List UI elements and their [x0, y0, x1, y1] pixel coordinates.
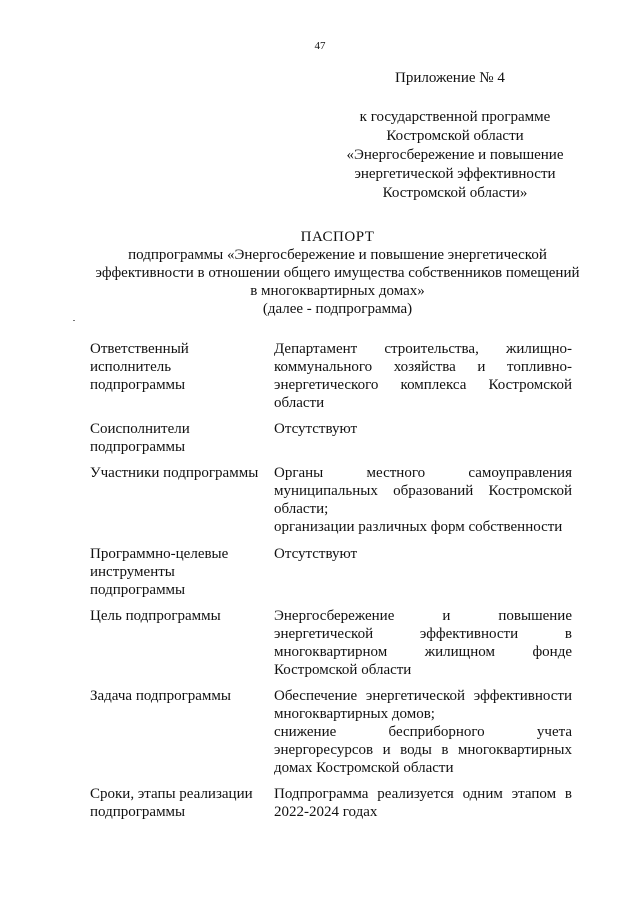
value-line: домах Костромской области [274, 760, 454, 776]
row-value [274, 340, 572, 412]
value-line: снижение бесприборного учета [274, 724, 572, 740]
value-line: Костромской области [274, 662, 412, 678]
subtitle-line: эффективности в отношении общего имущества собственников помещений [95, 265, 580, 281]
row-value [274, 785, 572, 821]
label-line: Задача подпрограммы [90, 688, 231, 704]
subtitle-line: (далее - подпрограмма) [262, 301, 413, 317]
value-line: 2022-2024 годах [274, 804, 378, 820]
label-line: Ответственный [90, 341, 189, 357]
label-line: Цель подпрограммы [90, 608, 221, 624]
value-line: энергетического комплекса Костромской [274, 377, 572, 393]
value-line: Подпрограмма реализуется одним этапом в [274, 786, 572, 802]
label-line: исполнитель [90, 359, 172, 375]
label-line: Соисполнители [90, 421, 190, 437]
label-line: Сроки, этапы реализации [90, 786, 253, 802]
label-line: Участники подпрограммы [90, 465, 259, 481]
row-label [90, 464, 265, 482]
row-value [274, 687, 572, 777]
document-title: ПАСПОРТ [300, 229, 375, 245]
value-line: многоквартирном жилищном фонде [274, 644, 572, 660]
label-line: Программно-целевые [90, 546, 229, 562]
label-line: инструменты [90, 564, 175, 580]
subtitle-line: подпрограммы «Энергосбережение и повышение энергетической [128, 247, 547, 263]
page-number: 47 [314, 40, 326, 52]
value-line: Энергосбережение и повышение [274, 608, 572, 624]
appendix-line: энергетической эффективности [354, 166, 556, 182]
appendix-line: к государственной программе [359, 109, 551, 125]
row-label [90, 785, 265, 821]
value-line: Органы местного самоуправления [274, 465, 572, 481]
value-line: муниципальных образований Костромской [274, 483, 572, 499]
appendix-title: Приложение № 4 [395, 70, 505, 86]
value-line: Департамент строительства, жилищно- [274, 341, 572, 357]
value-line: организации различных форм собственности [274, 519, 563, 535]
row-label [90, 545, 265, 599]
row-value [274, 607, 572, 679]
subtitle-line: в многоквартирных домах» [250, 283, 425, 299]
row-value [274, 545, 572, 563]
label-line: подпрограммы [90, 804, 186, 820]
value-line: многоквартирных домов; [274, 706, 435, 722]
row-label [90, 340, 265, 394]
appendix-line: «Энергосбережение и повышение [346, 147, 564, 163]
label-line: подпрограммы [90, 377, 186, 393]
value-line: энергетической эффективности в [274, 626, 572, 642]
row-label [90, 420, 265, 456]
appendix-line: Костромской области» [382, 185, 528, 201]
appendix-line: Костромской области [386, 128, 524, 144]
value-line: области; [274, 501, 329, 517]
value-line: Отсутствуют [274, 421, 358, 437]
value-line: коммунального хозяйства и топливно- [274, 359, 572, 375]
value-line: энергоресурсов и воды в многоквартирных [274, 742, 572, 758]
row-value [274, 420, 572, 438]
label-line: подпрограммы [90, 439, 186, 455]
document-header [70, 228, 605, 318]
appendix-reference [320, 108, 590, 203]
value-line: Обеспечение энергетической эффективности [274, 688, 572, 704]
row-label [90, 687, 265, 705]
label-line: подпрограммы [90, 582, 186, 598]
scan-mark [73, 320, 75, 321]
row-value [274, 464, 572, 536]
value-line: области [274, 395, 325, 411]
value-line: Отсутствуют [274, 546, 358, 562]
row-label [90, 607, 265, 625]
